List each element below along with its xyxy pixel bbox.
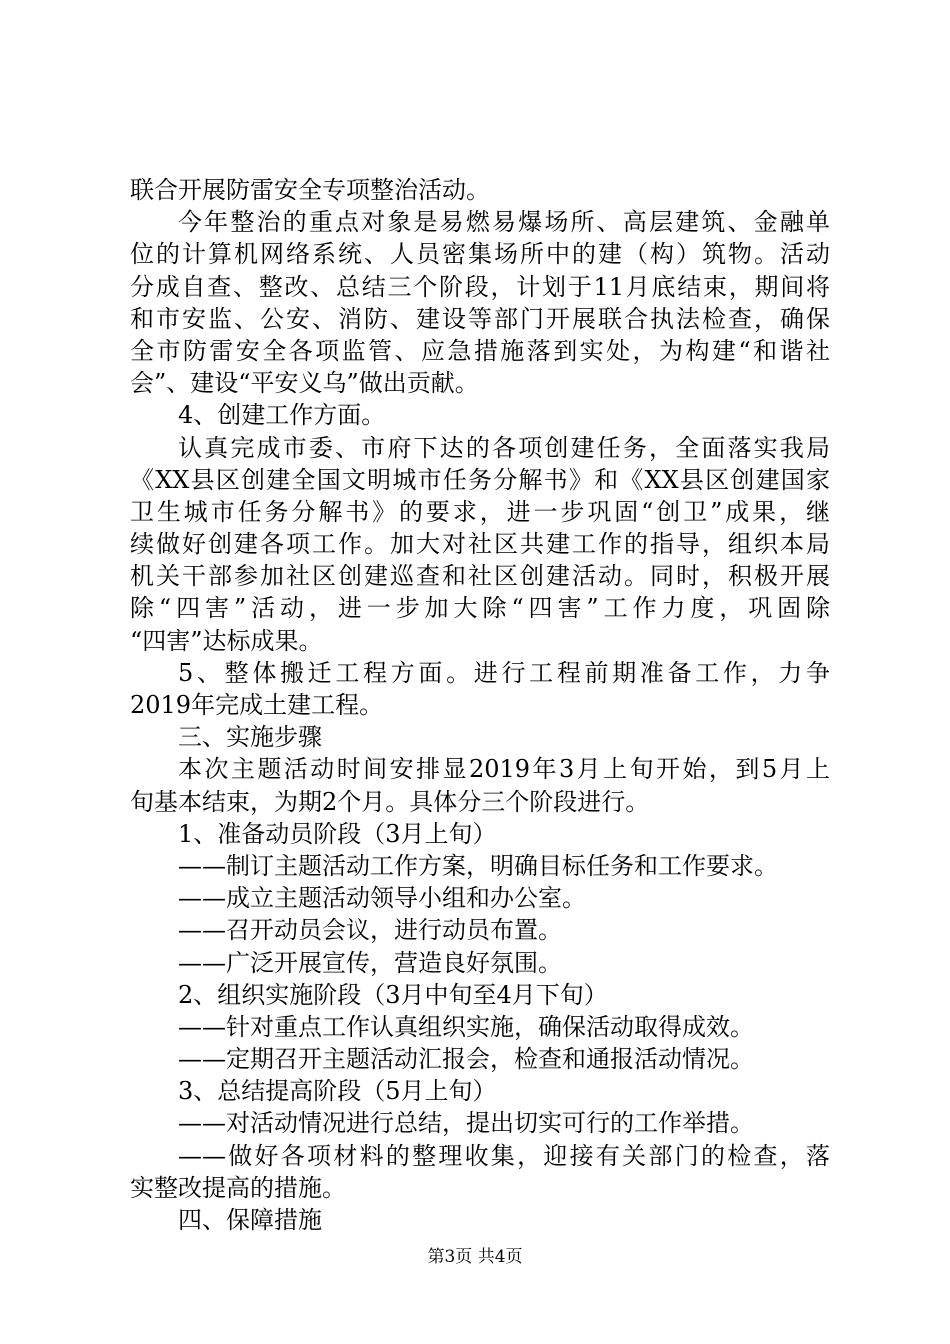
text-line: 分成自查、整改、总结三个阶段，计划于11月底结束，期间将	[130, 272, 830, 301]
text-line: “四害”达标成果。	[130, 626, 323, 655]
section-heading: 4、创建工作方面。	[178, 401, 386, 430]
section-heading: 1、准备动员阶段（3月上旬）	[178, 819, 497, 848]
text-line: 卫生城市任务分解书》的要求，进一步巩固“创卫”成果，继	[130, 497, 830, 526]
list-item: ——制订主题活动工作方案，明确目标任务和工作要求。	[178, 851, 778, 880]
list-item: ——做好各项材料的整理收集，迎接有关部门的检查，落	[178, 1141, 830, 1170]
text-line: 全市防雷安全各项监管、应急措施落到实处，为构建“和谐社	[130, 336, 830, 365]
list-item: ——定期召开主题活动汇报会，检查和通报活动情况。	[178, 1045, 754, 1074]
text-line: 续做好创建各项工作。加大对社区共建工作的指导，组织本局	[130, 530, 830, 559]
text-line: 《XX县区创建全国文明城市任务分解书》和《XX县区创建国家	[130, 465, 830, 494]
text-line: 旬基本结束，为期2个月。具体分三个阶段进行。	[130, 787, 650, 816]
list-item: ——针对重点工作认真组织实施，确保活动取得成效。	[178, 1012, 754, 1041]
list-item: ——广泛开展宣传，营造良好氛围。	[178, 948, 562, 977]
text-line: 和市安监、公安、消防、建设等部门开展联合执法检查，确保	[130, 304, 830, 333]
list-item: ——对活动情况进行总结，提出切实可行的工作举措。	[178, 1109, 754, 1138]
text-line: 5、整体搬迁工程方面。进行工程前期准备工作，力争	[178, 658, 830, 687]
list-item: ——成立主题活动领导小组和办公室。	[178, 884, 586, 913]
text-line: 联合开展防雷安全专项整治活动。	[130, 176, 490, 204]
text-line: 位的计算机网络系统、人员密集场所中的建（构）筑物。活动	[130, 240, 830, 269]
section-heading: 三、实施步骤	[178, 723, 322, 752]
text-line: 除“四害”活动，进一步加大除“四害”工作力度，巩固除	[130, 594, 830, 623]
section-heading: 2、组织实施阶段（3月中旬至4月下旬）	[178, 980, 608, 1009]
document-body	[130, 174, 830, 1236]
text-line: 今年整治的重点对象是易燃易爆场所、高层建筑、金融单	[178, 208, 830, 237]
text-line: 机关干部参加社区创建巡查和社区创建活动。同时，积极开展	[130, 562, 830, 591]
text-line: 实整改提高的措施。	[130, 1173, 346, 1202]
text-line: 会”、建设“平安义乌”做出贡献。	[130, 369, 479, 398]
text-line: 2019年完成土建工程。	[130, 691, 384, 719]
list-item: ——召开动员会议，进行动员布置。	[178, 916, 562, 945]
text-line: 认真完成市委、市府下达的各项创建任务，全面落实我局	[178, 433, 830, 462]
text-line: 本次主题活动时间安排显2019年3月上旬开始，到5月上	[178, 755, 830, 784]
section-heading: 3、总结提高阶段（5月上旬）	[178, 1077, 497, 1106]
page-footer: 第3页 共4页	[427, 1247, 523, 1267]
section-heading: 四、保障措施	[178, 1206, 322, 1234]
